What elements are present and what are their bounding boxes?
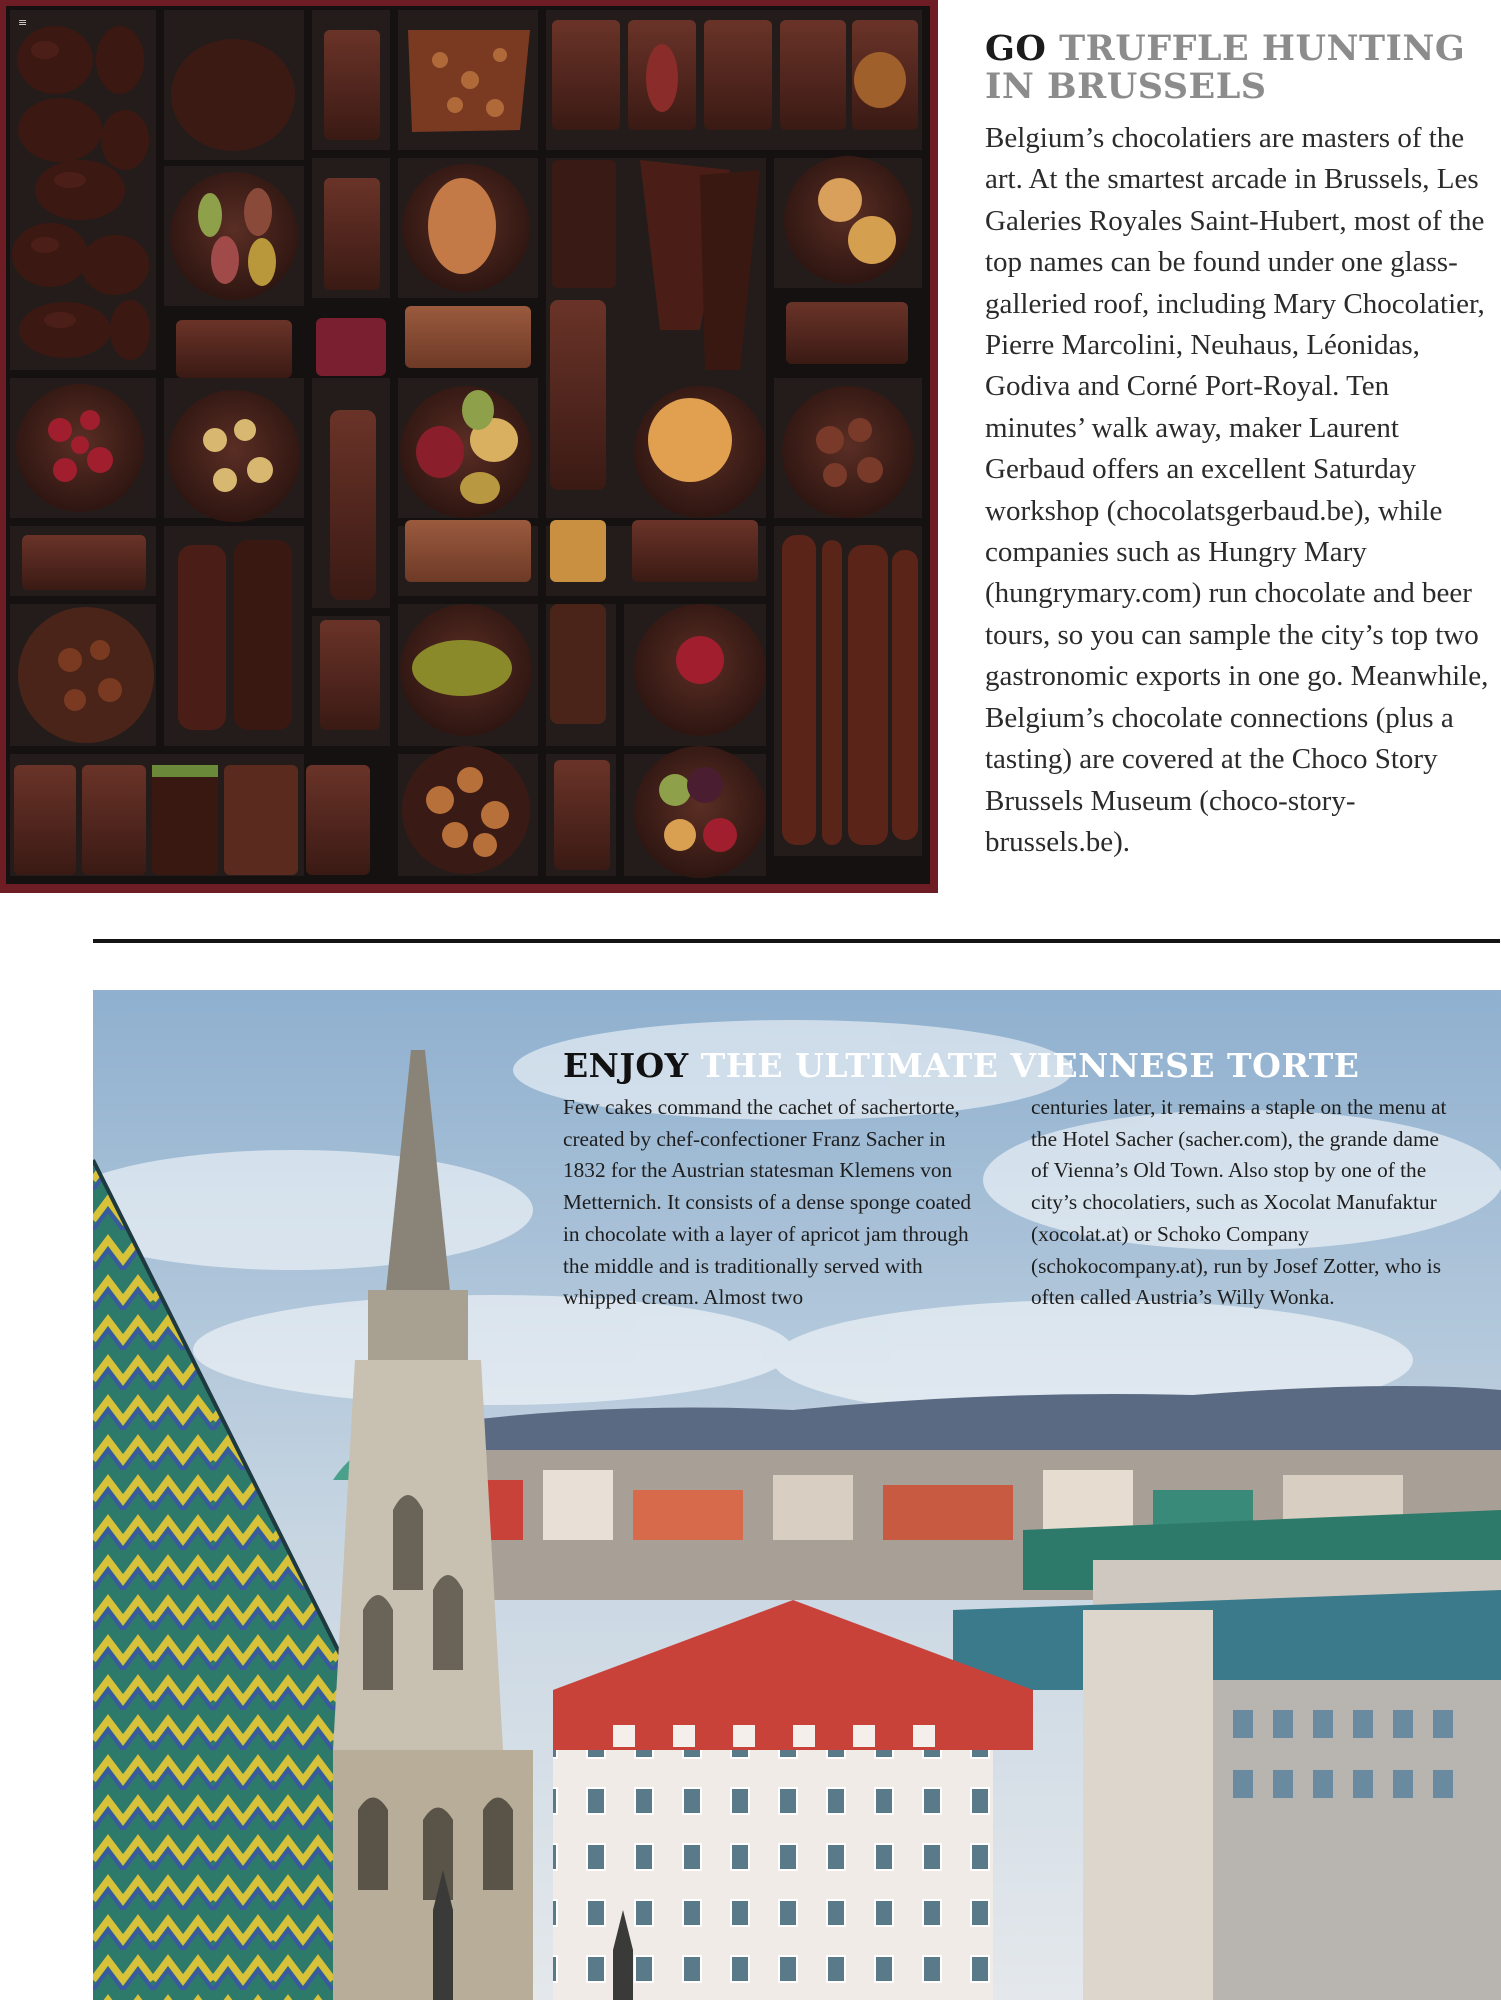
vienna-headline (563, 1046, 1463, 1086)
vienna-body-column-1: Few cakes command the cachet of sachertorte, created by chef-confectioner Franz Sacher in 1832 for the Austrian statesman Klemens von Metternich. It consists of a dense sponge coated in chocolate with a layer of apricot jam through the middle and is traditionally served with whipped cream. Almost two (563, 1095, 972, 1310)
headline-rest: TRUFFLE HUNTING IN BRUSSELS (985, 28, 1466, 107)
brussels-headline (985, 30, 1490, 106)
section-divider (93, 939, 1500, 943)
menu-icon[interactable]: ≡ (18, 16, 28, 29)
chocolate-box-photo (0, 0, 938, 893)
headline-lead: ENJOY (563, 1046, 689, 1085)
brussels-body-text: Belgium’s chocolatiers are masters of the art. At the smartest arcade in Brussels, Les Galeries Royales Saint-Hubert, most of the top names can be found under one glass-galleried roof, including Mary Chocolatier, Pierre Marcolini, Neuhaus, Léonidas, Godiva and Corné Port-Royal. Ten minutes’ walk away, maker Laurent Gerbaud offers an excellent Saturday workshop (chocolatsgerbaud.be), while companies such as Hungry Mary (hungrymary.com) run chocolate and beer tours, so you can sample the city’s top two gastronomic exports in one go. Meanwhile, Belgium’s chocolate connections (plus a tasting) are covered at the Choco Story Brussels Museum (choco-story-brussels.be). (985, 122, 1489, 858)
chocolate-box-illustration (0, 0, 938, 893)
headline-rest: THE ULTIMATE VIENNESE TORTE (688, 1046, 1360, 1085)
headline-lead: GO (985, 28, 1047, 69)
vienna-body-column-2: centuries later, it remains a staple on the menu at the Hotel Sacher (sacher.com), the grande dame of Vienna’s Old Town. Also stop by one of the city’s chocolatiers, such as Xocolat Manufaktur (xocolat.at) or Schoko Company (schokocompany.at), run by Josef Zotter, who is often called Austria’s Willy Wonka. (1031, 1095, 1447, 1310)
vienna-article (563, 1046, 1463, 1314)
vienna-body-columns (563, 1092, 1463, 1314)
brussels-article (985, 30, 1490, 863)
